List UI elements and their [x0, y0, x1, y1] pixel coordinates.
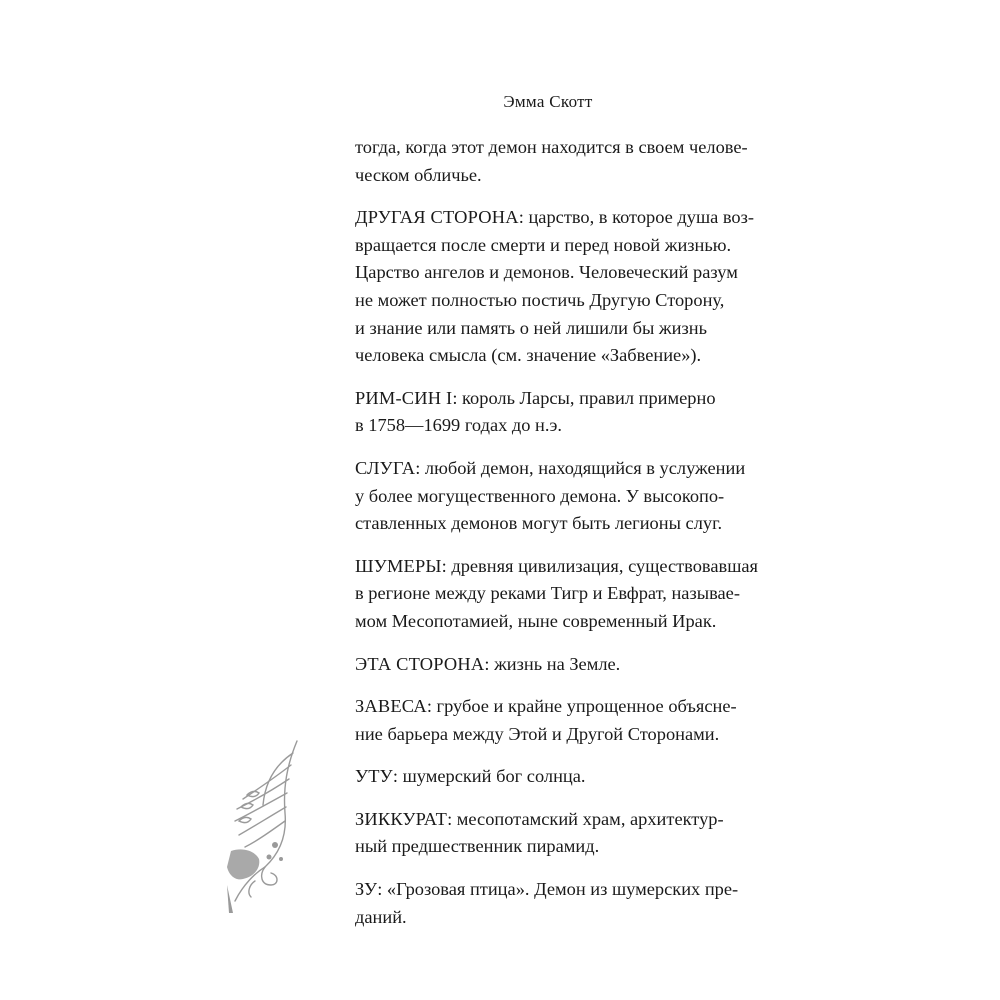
entry-definition: : шумерский бог солнца.	[392, 766, 586, 787]
entry-term: ШУМЕРЫ	[355, 555, 442, 576]
glossary-entry-shumery	[355, 553, 775, 636]
entry-definition: : жизнь на Земле.	[484, 653, 621, 674]
entry-definition: : «Грозовая птица». Демон из шумерских пре-	[377, 879, 739, 900]
entry-term: УТУ	[355, 766, 393, 787]
entry-definition: : древняя цивилизация, существовавшая	[441, 555, 759, 576]
entry-term: ЗУ	[355, 879, 378, 900]
entry-definition: : месопотамский храм, архитектур-	[447, 808, 724, 829]
entry-line: человека смысла (см. значение «Забвение»).	[355, 345, 702, 366]
entry-line	[355, 385, 775, 413]
entry-line: ние барьера между Этой и Другой Сторонами.	[355, 723, 720, 744]
running-header	[0, 92, 1000, 112]
entry-line	[355, 455, 775, 483]
entry-line: даний.	[355, 906, 407, 927]
entry-line: тогда, когда этот демон находится в своем челове-	[355, 137, 748, 157]
entry-line	[355, 651, 775, 679]
entry-line: мом Месопотамией, ныне современный Ирак.	[355, 610, 717, 631]
glossary-entry-drugaya-storona	[355, 204, 775, 370]
entry-line: Царство ангелов и демонов. Человеческий разум	[355, 262, 738, 283]
glossary-entry-sluga	[355, 455, 775, 538]
entry-line	[355, 806, 775, 834]
entry-line: вращается после смерти и перед новой жизнью.	[355, 234, 732, 255]
entry-line: ставленных демонов могут быть легионы слуг.	[355, 513, 723, 534]
feather-wing-ornament-icon	[225, 735, 315, 915]
glossary-entry-utu	[355, 763, 775, 791]
entry-line: в регионе между реками Тигр и Евфрат, называе-	[355, 583, 740, 604]
glossary-entry-eta-storona	[355, 651, 775, 679]
entry-line	[355, 553, 775, 581]
glossary-entry-zu	[355, 876, 775, 931]
entry-line	[355, 204, 775, 232]
glossary-entry-rim-sin	[355, 385, 775, 440]
entry-definition: : король Ларсы, правил примерно	[452, 387, 716, 408]
glossary-entry-zikkurat	[355, 806, 775, 861]
glossary-body	[355, 134, 775, 946]
entry-line: ный предшественник пирамид.	[355, 836, 600, 857]
entry-definition: : любой демон, находящийся в услужении	[415, 457, 746, 478]
entry-term: ДРУГАЯ СТОРОНА	[355, 207, 519, 228]
glossary-entry-continuation	[355, 134, 775, 189]
entry-line	[355, 876, 775, 904]
glossary-entry-zavesa	[355, 693, 775, 748]
entry-definition: : грубое и крайне упрощенное объясне-	[426, 696, 737, 717]
entry-term: ЭТА СТОРОНА	[355, 653, 485, 674]
running-title: Эмма Скотт	[503, 92, 593, 111]
entry-term: ЗАВЕСА	[355, 696, 427, 717]
entry-line: в 1758—1699 годах до н.э.	[355, 415, 562, 436]
entry-line: ческом обличье.	[355, 164, 482, 185]
entry-term: СЛУГА	[355, 457, 416, 478]
entry-line: не может полностью постичь Другую Сторону,	[355, 289, 725, 310]
entry-line: и знание или память о ней лишили бы жизнь	[355, 317, 707, 338]
entry-term: РИМ-СИН I	[355, 387, 453, 408]
entry-line: у более могущественного демона. У высокопо-	[355, 485, 725, 506]
entry-line	[355, 693, 775, 721]
entry-definition: : царство, в которое душа воз-	[518, 207, 755, 228]
entry-line	[355, 763, 775, 791]
entry-term: ЗИККУРАТ	[355, 808, 448, 829]
